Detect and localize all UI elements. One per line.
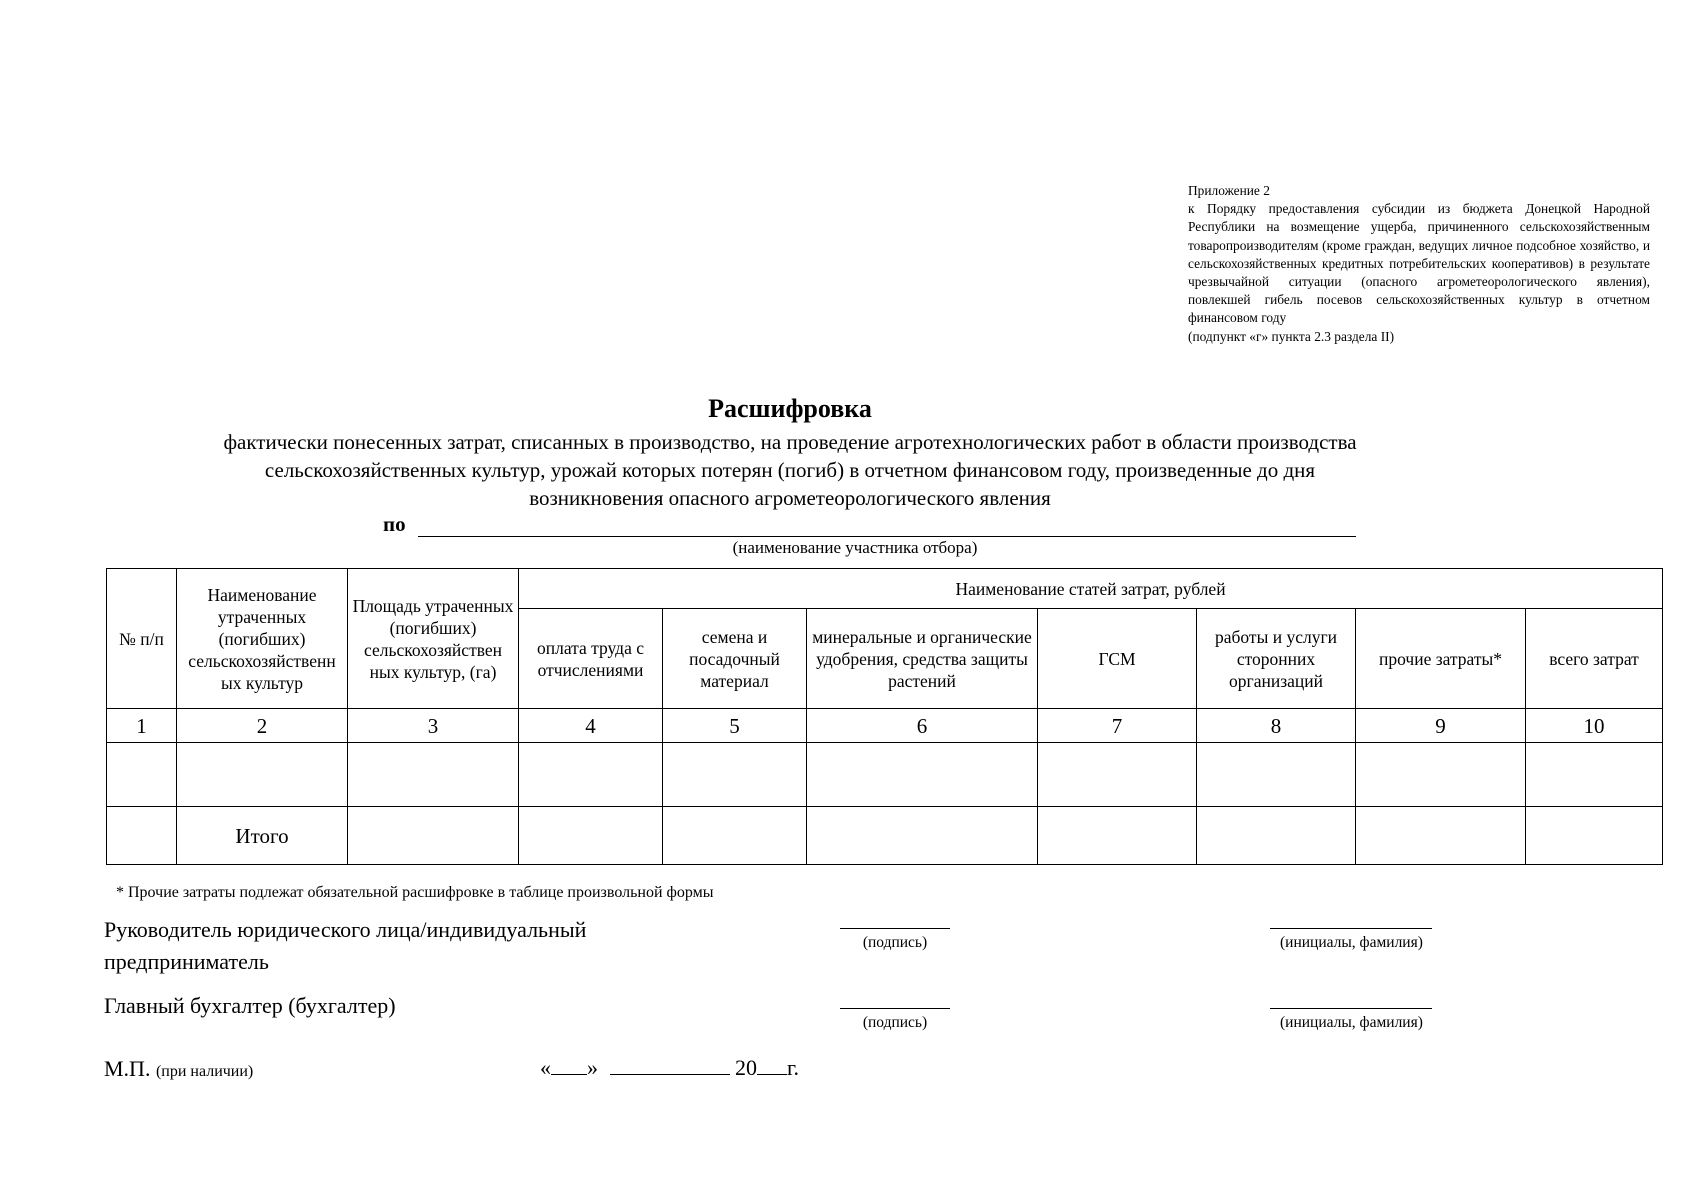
header-cost-items: Наименование статей затрат, рублей xyxy=(519,569,1663,609)
accountant-name-field[interactable] xyxy=(1270,1008,1432,1009)
column-number: 2 xyxy=(177,709,348,743)
table-cell[interactable] xyxy=(107,807,177,865)
column-number: 10 xyxy=(1526,709,1663,743)
stamp-place xyxy=(104,1056,253,1082)
date-day-field[interactable] xyxy=(551,1054,587,1075)
subtitle-line-2: сельскохозяйственных культур, урожай которых потерян (погиб) в отчетном финансовом году, произведенные до дня xyxy=(264,458,1316,482)
header-fuel: ГСМ xyxy=(1038,609,1197,709)
head-signature-field[interactable] xyxy=(840,928,950,929)
date-year-field[interactable] xyxy=(757,1054,787,1075)
head-signatory-label xyxy=(104,914,586,978)
head-name-caption: (инициалы, фамилия) xyxy=(1280,934,1423,951)
accountant-name-caption: (инициалы, фамилия) xyxy=(1280,1014,1423,1031)
date-close-quote: » xyxy=(587,1055,598,1080)
header-total: всего затрат xyxy=(1526,609,1663,709)
column-number: 4 xyxy=(519,709,663,743)
accountant-signature-field[interactable] xyxy=(840,1008,950,1009)
header-labor: оплата труда с отчислениями xyxy=(519,609,663,709)
date-open-quote: « xyxy=(540,1055,551,1080)
accountant-signature-caption: (подпись) xyxy=(862,1014,928,1031)
appendix-reference: (подпункт «г» пункта 2.3 раздела II) xyxy=(1188,328,1395,344)
column-number: 9 xyxy=(1356,709,1526,743)
table-cell[interactable] xyxy=(348,807,519,865)
table-cell[interactable] xyxy=(519,743,663,807)
table-cell[interactable] xyxy=(663,807,807,865)
table-cell[interactable] xyxy=(1356,743,1526,807)
table-cell[interactable] xyxy=(1038,743,1197,807)
total-label: Итого xyxy=(177,807,348,865)
po-label: по xyxy=(383,512,406,536)
table-cell[interactable] xyxy=(1197,743,1356,807)
table-cell[interactable] xyxy=(1526,743,1663,807)
table-cell[interactable] xyxy=(807,807,1038,865)
header-number: № п/п xyxy=(107,569,177,709)
subtitle-line-1: фактически понесенных затрат, списанных в производство, на проведение агротехнологических работ в области производства xyxy=(223,430,1357,454)
total-row xyxy=(107,807,1663,865)
footnote: * Прочие затраты подлежат обязательной расшифровке в таблице произвольной формы xyxy=(116,884,714,901)
appendix-note xyxy=(1188,182,1650,346)
table-cell[interactable] xyxy=(348,743,519,807)
accountant-label: Главный бухгалтер (бухгалтер) xyxy=(104,993,396,1018)
table-cell[interactable] xyxy=(663,743,807,807)
column-number: 5 xyxy=(663,709,807,743)
table-cell[interactable] xyxy=(1356,807,1526,865)
participant-name-caption: (наименование участника отбора) xyxy=(732,538,978,557)
table-cell[interactable] xyxy=(177,743,348,807)
head-name-field[interactable] xyxy=(1270,928,1432,929)
header-row xyxy=(107,569,1663,609)
head-signatory-line-1: Руководитель юридического лица/индивидуальный xyxy=(104,917,587,942)
header-seeds: семена и посадочный материал xyxy=(663,609,807,709)
column-number-row xyxy=(107,709,1663,743)
header-crop-name: Наименование утраченных (погибших) сельскохозяйственн ых культур xyxy=(177,569,348,709)
date-year-suffix: г. xyxy=(787,1055,800,1080)
table-cell[interactable] xyxy=(107,743,177,807)
stamp-place-note: (при наличии) xyxy=(155,1063,254,1080)
header-fertilizers: минеральные и органические удобрения, средства защиты растений xyxy=(807,609,1038,709)
document-subtitle xyxy=(0,428,1580,512)
table-cell[interactable] xyxy=(1038,807,1197,865)
column-number: 7 xyxy=(1038,709,1197,743)
header-other: прочие затраты* xyxy=(1356,609,1526,709)
appendix-title: Приложение 2 xyxy=(1188,183,1270,198)
head-signatory-line-2: предприниматель xyxy=(104,949,269,974)
table-cell[interactable] xyxy=(1197,807,1356,865)
header-services: работы и услуги сторонних организаций xyxy=(1197,609,1356,709)
date-month-field[interactable] xyxy=(610,1054,730,1075)
table-cell[interactable] xyxy=(519,807,663,865)
stamp-place-label: М.П. xyxy=(104,1056,151,1081)
participant-name-field[interactable] xyxy=(418,536,1356,537)
header-area: Площадь утраченных (погибших) сельскохозяйствен ных культур, (га) xyxy=(348,569,519,709)
document-title: Расшифровка xyxy=(708,394,872,423)
subtitle-line-3: возникновения опасного агрометеорологического явления xyxy=(529,486,1051,510)
head-signature-caption: (подпись) xyxy=(862,934,928,951)
costs-table xyxy=(106,568,1663,865)
table-cell[interactable] xyxy=(807,743,1038,807)
column-number: 1 xyxy=(107,709,177,743)
data-row xyxy=(107,743,1663,807)
date-field xyxy=(540,1054,799,1081)
column-number: 8 xyxy=(1197,709,1356,743)
table-cell[interactable] xyxy=(1526,807,1663,865)
appendix-body: к Порядку предоставления субсидии из бюджета Донецкой Народной Республики на возмещение ущерба, причиненного сельскохозяйственным товаропроизводителям (кроме граждан, ведущих личное подсобное хозяйство, и сельскохозяйственных кредитных потребительских кооперативов) в результате чрезвычайной ситуации (опасного агрометеорологического явления), повлекшей гибель посевов сельскохозяйственных культур в отчетном финансовом году xyxy=(1188,201,1650,326)
date-year-prefix: 20 xyxy=(735,1055,757,1080)
column-number: 6 xyxy=(807,709,1038,743)
column-number: 3 xyxy=(348,709,519,743)
